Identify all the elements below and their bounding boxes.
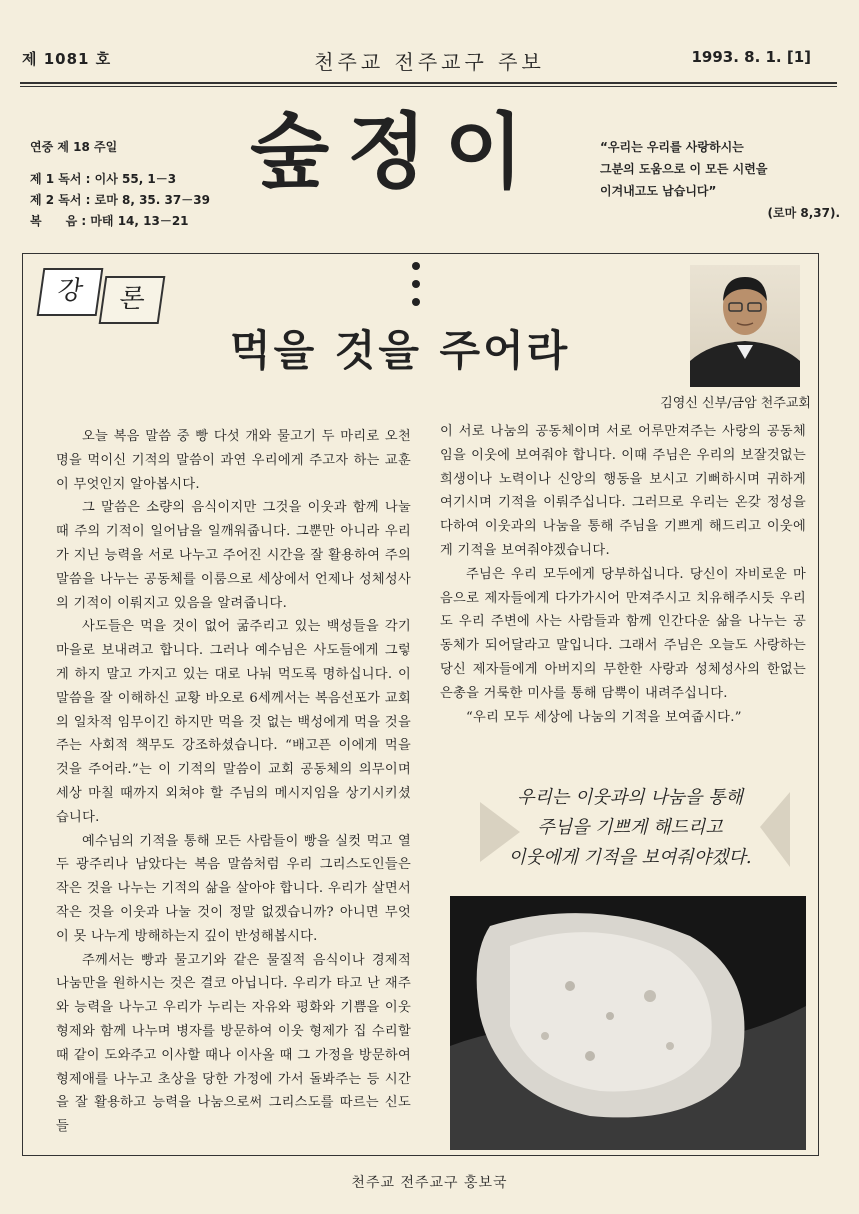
- motto-line: 그분의 도움으로 이 모든 시련을: [600, 162, 768, 176]
- pullquote-line: 우리는 이웃과의 나눔을 통해: [517, 787, 743, 808]
- issue-number: 제 1081 호: [22, 50, 112, 68]
- article-paragraph: 사도들은 먹을 것이 없어 굶주리고 있는 백성들을 각기 마을로 보내려고 합니다. 그러나 예수님은 사도들에게 그렇게 하지 말고 가지고 있는 대로 나눠 먹도록 명하십니다. 이 말씀을 잘 이해하신 교황 바오로 6세께서는 복음선포가 교회의 일차적 임무이긴 하지만 먹을 것 없는 백성에게 먹을 것을 주는 사회적 책무도 강조하셨습니다. “배고픈 이에게 먹을 것을 주어라.”는 이 기적의 말씀이 교회 공동체의 의무이며 세상 마칠 때까지 외쳐야 할 주님의 메시지임을 상기시키셨습니다.: [56, 619, 411, 825]
- motto-reference: (로마 8,37).: [767, 206, 840, 220]
- article-column-right: [440, 420, 806, 729]
- article-paragraph: 그 말씀은 소량의 음식이지만 그것을 이웃과 함께 나눌 때 주의 기적이 일어남을 일깨워줍니다. 그뿐만 아니라 우리가 지닌 능력을 서로 나누고 주어진 시간을 잘 활용하여 주의 말씀을 나누는 공동체를 이룸으로 세상에서 언제나 성체성사의 기적이 이뤄지고 있음을 알려줍니다.: [56, 500, 411, 611]
- readings-block: [30, 137, 210, 232]
- pullquote: [465, 783, 795, 873]
- motto-line: “우리는 우리를 사랑하시는: [600, 140, 744, 154]
- author-photo: [690, 265, 800, 387]
- liturgical-week: 연중 제 18 주일: [30, 140, 118, 154]
- article-title: 먹을 것을 주어라: [230, 326, 571, 375]
- article-paragraph: 오늘 복음 말씀 중 빵 다섯 개와 물고기 두 마리로 오천 명을 먹이신 기적의 말씀이 과연 우리에게 주고자 하는 교훈이 무엇인지 알아봅시다.: [56, 429, 411, 492]
- section-tag: [40, 268, 168, 318]
- bread-photo: [450, 896, 806, 1150]
- motto-line: 이겨내고도 남습니다”: [600, 184, 717, 198]
- article-paragraph: “우리 모두 세상에 나눔의 기적을 보여줍시다.”: [466, 709, 742, 725]
- bulletin-title: 천주교 전주교구 주보: [314, 50, 545, 74]
- section-tag-char: 론: [99, 276, 166, 324]
- article-paragraph: 주께서는 빵과 물고기와 같은 물질적 음식이나 경제적 나눔만을 원하시는 것은 결코 아닙니다. 우리가 타고 난 재주와 능력을 나누고 우리가 누리는 자유와 평화와 기쁨을 이웃 형제와 함께 나누며 병자를 방문하여 이웃 형제가 집 수리할 때 같이 도와주고 이사할 때나 이사올 때 그 가정을 방문하여 형제애를 나누고 초상을 당한 가정에 가서 돌봐주는 등 시간을 잘 활용하고 능력을 나눔으로써 그리스도를 따르는 신도들: [56, 952, 411, 1135]
- header-rule-bottom: [20, 86, 837, 87]
- pullquote-line: 주님을 기쁘게 해드리고: [537, 817, 723, 838]
- article-paragraph: 주님은 우리 모두에게 당부하십니다. 당신이 자비로운 마음으로 제자들에게 다가가시어 만져주시고 치유해주시듯 우리도 우리 주변에 사는 사람들과 함께 인간다운 삶을 나누는 공동체가 되어달라고 말입니다. 그래서 주님은 오늘도 사랑하는 당신 제자들에게 아버지의 무한한 사랑과 성체성사의 한없는 은총을 거룩한 미사를 통해 담뿍이 내려주십니다.: [440, 566, 806, 701]
- section-tag-char: 강: [37, 268, 104, 316]
- gospel-reading: 복 음 : 마태 14, 13－21: [30, 214, 189, 228]
- article-column-left: [56, 425, 411, 1139]
- title-dots: [412, 262, 420, 316]
- motto-quote: [600, 136, 840, 224]
- issue-date: 1993. 8. 1. [1]: [691, 48, 811, 66]
- masthead-logo: 숲정이: [250, 105, 542, 200]
- header-rule-top: [20, 82, 837, 84]
- author-byline: 김영신 신부/금암 천주교회: [660, 396, 811, 411]
- first-reading: 제 1 독서 : 이사 55, 1－3: [30, 172, 177, 186]
- article-paragraph: 이 서로 나눔의 공동체이며 서로 어루만져주는 사랑의 공동체임을 이웃에 보여줘야 합니다. 이때 주님은 우리의 보잘것없는 희생이나 노력이나 신앙의 행동을 보시고 기뻐하시며 귀하게 여기시며 기적을 이뤄주십니다. 그러므로 우리는 온갖 정성을 다하여 이웃과의 나눔을 통해 주님을 기쁘게 해드리고 이웃에게 기적을 보여줘야겠습니다.: [440, 424, 806, 558]
- pullquote-line: 이웃에게 기적을 보여줘야겠다.: [508, 847, 752, 868]
- second-reading: 제 2 독서 : 로마 8, 35. 37－39: [30, 193, 210, 207]
- article-paragraph: 예수님의 기적을 통해 모든 사람들이 빵을 실컷 먹고 열두 광주리나 남았다는 복음 말씀처럼 우리 그리스도인들은 작은 것을 나누는 기적의 삶을 살아야 합니다. 우리가 살면서 작은 것을 이웃과 나눌 것이 정말 없겠습니까? 아니면 무엇이 못 나누게 방해하는지 깊이 반성해봅시다.: [56, 833, 411, 944]
- footer-publisher: 천주교 전주교구 홍보국: [351, 1175, 508, 1191]
